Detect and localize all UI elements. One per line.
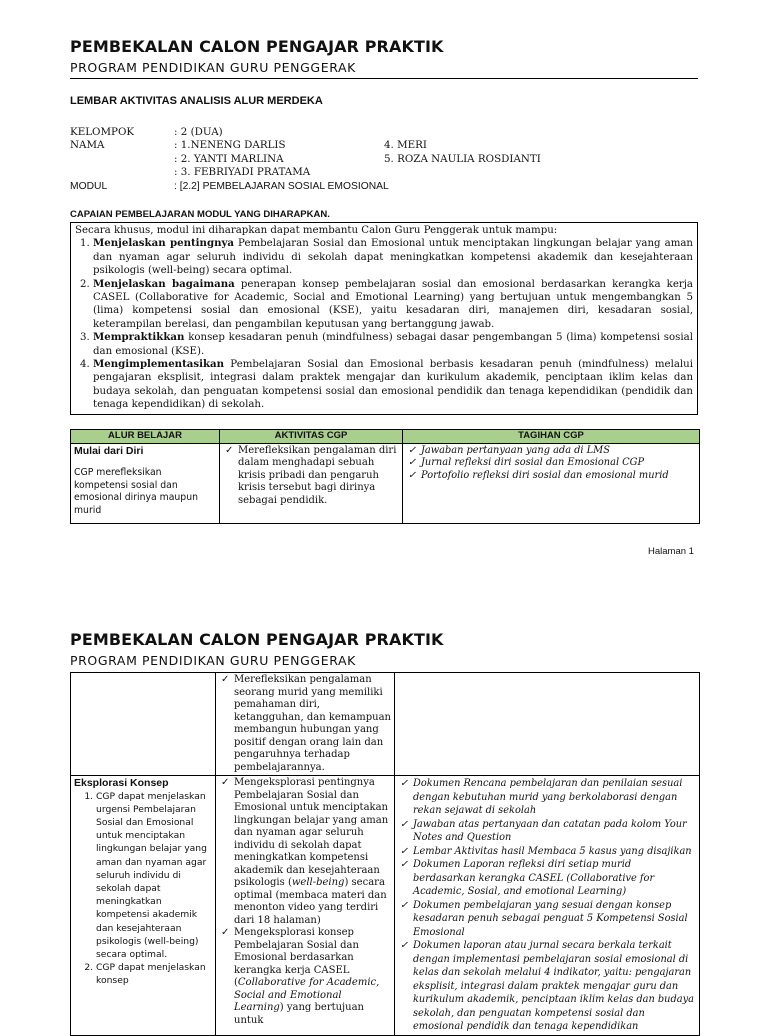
document-subtitle: PROGRAM PENDIDIKAN GURU PENGGERAK — [70, 60, 356, 75]
capaian-item — [93, 331, 693, 358]
capaian-item-text: Pembelajaran Sosial dan Emosional untuk menciptakan lingkungan belajar yang aman dan nyaman agar seluruh individu di sekolah dapat meningkatkan kompetensi akademik dan kesejahteraan psikologis (well-being) secara optimal. — [93, 238, 693, 277]
document-title: PEMBEKALAN CALON PENGAJAR PRAKTIK — [70, 37, 444, 56]
list-item-text: ) yang bertujuan untuk — [234, 1002, 364, 1026]
list-item-text: Jawaban atas pertanyaan dan catatan pada kolom Your Notes and Question — [413, 818, 687, 843]
capaian-item-text: penerapan konsep pembelajaran sosial dan emosional berdasarkan kerangka kerja CASEL (Collaborative for Academic, Social and Emotional Learning) yang bertujuan untuk mengembangkan 5 (lima) kompetensi sosial dan emosional (KSE), yaitu kesadaran diri, manajemen diri, kesadaran sosial, keterampilan berelasi, dan pengambilan keputusan yang bertanggung jawab. — [93, 278, 693, 330]
check-icon: ✓ — [400, 845, 409, 857]
alur-title: Mulai dari Diri — [74, 444, 144, 457]
aktivitas-cell — [220, 443, 403, 523]
list-item-text: Dokumen laporan atau jurnal secara berkala terkait dengan implementasi pembelajaran sosial emosional di kelas dan sekolah melalui 4 indikator, yaitu: pengajaran eksplisit, integrasi dalam praktek mengajar guru dan kurikulum akademik, penciptaan iklim kelas dan budaya sekolah, dan penguatan kompetensi sosial dan emosional pendidik dan tenaga kependidikan — [413, 940, 694, 1032]
capaian-title: CAPAIAN PEMBELAJARAN MODUL YANG DIHARAPKAN. — [70, 209, 330, 220]
capaian-item-keyword: Menjelaskan bagaimana — [93, 277, 235, 290]
list-item — [406, 457, 696, 470]
capaian-item-text: konsep kesadaran penuh (mindfulness) sebagai dasar pengembangan 5 (lima) kompetensi sosial dan emosional (KSE). — [93, 332, 693, 357]
name-5: 5. ROZA NAULIA ROSDIANTI — [384, 153, 541, 165]
aktivitas-list — [219, 777, 391, 1027]
capaian-list — [75, 237, 693, 411]
list-item — [219, 777, 391, 927]
header-alur-belajar: ALUR BELAJAR — [71, 430, 220, 444]
worksheet-title: LEMBAR AKTIVITAS ANALISIS ALUR MERDEKA — [70, 95, 323, 107]
list-item-text: Dokumen Rencana pembelajaran dan penilaian sesuai dengan kebutuhan murid yang berkolaborasi dengan rekan sejawat di sekolah — [413, 778, 683, 816]
check-icon: ✓ — [400, 940, 409, 951]
table-header-row — [71, 430, 700, 444]
list-item-italic: Collaborative for Academic, Social and Emotional Learning — [234, 977, 380, 1013]
list-item-text: Mengeksplorasi pentingnya Pembelajaran Sosial dan Emosional untuk menciptakan lingkungan belajar yang aman dan nyaman agar seluruh individu di sekolah dapat meningkatkan kompetensi akademik dan kesejahteraan psikologis ( — [234, 777, 389, 888]
list-item — [398, 845, 696, 859]
check-icon: ✓ — [400, 899, 409, 911]
tagihan-list — [406, 445, 696, 483]
list-item-text: Jawaban pertanyaan yang ada di LMS — [421, 444, 610, 456]
capaian-item-text: Pembelajaran Sosial dan Emosional berbasis kesadaran penuh (mindfulness) melalui pengajaran eksplisit, integrasi dalam praktek mengajar dan kurikulum akademik, penciptaan iklim kelas dan budaya sekolah, dan penguatan kompetensi sosial dan emosional pendidik dan tenaga kependidikan (pendidik dan tenaga kependidikan) di sekolah. — [93, 359, 693, 411]
list-item — [398, 818, 696, 845]
table-row — [71, 673, 700, 776]
alur-table — [70, 429, 700, 524]
tagihan-list — [398, 777, 696, 1034]
name-2: : 2. YANTI MARLINA — [174, 153, 284, 165]
list-item-text: Lembar Aktivitas hasil Membaca 5 kasus yang disajikan — [413, 845, 692, 857]
aktivitas-list — [219, 674, 391, 774]
tagihan-cell — [395, 776, 700, 1036]
table-row — [71, 443, 700, 523]
capaian-item-keyword: Mempraktikkan — [93, 331, 185, 344]
list-item: 2. CGP dapat menjelaskan konsep — [96, 961, 212, 987]
alur-cell — [71, 443, 220, 523]
list-item — [398, 777, 696, 818]
check-icon: ✓ — [225, 444, 234, 456]
aktivitas-list — [223, 445, 399, 508]
alur-text: CGP merefleksikan kompetensi sosial dan emosional dirinya maupun murid — [74, 467, 198, 516]
list-item — [219, 674, 391, 774]
aktivitas-cell — [216, 776, 395, 1036]
nama-label: NAMA — [70, 139, 105, 151]
list-item — [406, 445, 696, 458]
eksplorasi-list — [74, 790, 212, 988]
capaian-box — [70, 222, 698, 415]
list-item — [398, 939, 696, 1034]
list-item-text: Jurnal refleksi diri sosial dan Emosional CGP — [421, 457, 645, 468]
header-divider — [70, 78, 698, 79]
list-item — [398, 858, 696, 899]
check-icon: ✓ — [400, 778, 409, 789]
table-row — [71, 776, 700, 1036]
list-item-text: Dokumen pembelajaran yang sesuai dengan konsep kesadaran penuh sebagai penguat 5 Kompetensi Sosial Emosional — [413, 899, 688, 938]
modul-value: : [2.2] PEMBELAJARAN SOSIAL EMOSIONAL — [174, 181, 389, 192]
header-aktivitas-cgp: AKTIVITAS CGP — [220, 430, 403, 444]
alur-cell-empty — [71, 673, 216, 776]
eksplorasi-cell — [71, 776, 216, 1036]
list-item-text: Merefleksikan pengalaman seorang murid yang memiliki pemahaman diri, ketangguhan, dan kemampuan membangun hubungan yang positif dengan orang lain dan pengaruhnya terhadap pembelajarannya. — [234, 674, 391, 773]
check-icon: ✓ — [408, 469, 417, 481]
list-item: 1. CGP dapat menjelaskan urgensi Pembelajaran Sosial dan Emosional untuk menciptakan lingkungan belajar yang aman dan nyaman agar seluruh individu di sekolah dapat meningkatkan kompetensi akademik dan kesejahteraan psikologis (well-being) secara optimal. — [96, 790, 212, 962]
name-4: 4. MERI — [384, 139, 427, 151]
tagihan-cell — [403, 443, 700, 523]
check-icon: ✓ — [221, 777, 230, 788]
list-item — [223, 445, 399, 508]
list-item — [219, 927, 391, 1027]
check-icon: ✓ — [400, 859, 409, 870]
name-1: : 1.NENENG DARLIS — [174, 139, 286, 151]
tagihan-cell-empty — [395, 673, 700, 776]
list-item-text: Mengeksplorasi konsep Pembelajaran Sosial dan Emosional berdasarkan kerangka kerja CASEL ( — [234, 927, 359, 988]
capaian-item — [93, 358, 693, 412]
capaian-item-keyword: Menjelaskan pentingnya — [93, 237, 235, 250]
page2-title: PEMBEKALAN CALON PENGAJAR PRAKTIK — [70, 630, 444, 649]
check-icon: ✓ — [400, 818, 409, 830]
capaian-item — [93, 237, 693, 277]
check-icon: ✓ — [408, 457, 417, 468]
check-icon: ✓ — [221, 674, 230, 685]
document-page-2 — [0, 596, 768, 1032]
capaian-item-keyword: Mengimplementasikan — [93, 358, 225, 371]
eksplorasi-title: Eksplorasi Konsep — [74, 777, 169, 789]
name-3: : 3. FEBRIYADI PRATAMA — [174, 166, 311, 178]
list-item-text: Dokumen Laporan refleksi diri setiap murid berdasarkan kerangka CASEL (Collaborative for Academic, Sosial, and emotional Learning) — [413, 859, 655, 897]
list-item-text: Merefleksikan pengalaman diri dalam menghadapi sebuah krisis pribadi dan pengaruh krisis tersebut bagi dirinya sebagai pendidik. — [238, 444, 397, 506]
list-item — [398, 899, 696, 940]
list-item-text: ) secara optimal (membaca materi dan menonton video yang terdiri dari 18 halaman) — [234, 877, 387, 926]
kelompok-label: KELOMPOK — [70, 126, 135, 138]
check-icon: ✓ — [221, 927, 230, 938]
list-item-text: Portofolio refleksi diri sosial dan emosional murid — [421, 469, 669, 481]
modul-label: MODUL — [70, 181, 108, 192]
check-icon: ✓ — [408, 444, 417, 456]
kelompok-value: : 2 (DUA) — [174, 126, 223, 138]
header-tagihan-cgp: TAGIHAN CGP — [403, 430, 700, 444]
page-number: Halaman 1 — [648, 546, 694, 557]
page2-subtitle: PROGRAM PENDIDIKAN GURU PENGGERAK — [70, 653, 356, 668]
list-item — [406, 470, 696, 483]
capaian-item — [93, 278, 693, 332]
capaian-intro: Secara khusus, modul ini diharapkan dapat membantu Calon Guru Penggerak untuk mampu: — [75, 225, 558, 236]
list-item-italic: well-being — [291, 877, 345, 888]
alur-table-continued — [70, 672, 700, 1036]
page-gap — [0, 580, 768, 596]
aktivitas-cell — [216, 673, 395, 776]
